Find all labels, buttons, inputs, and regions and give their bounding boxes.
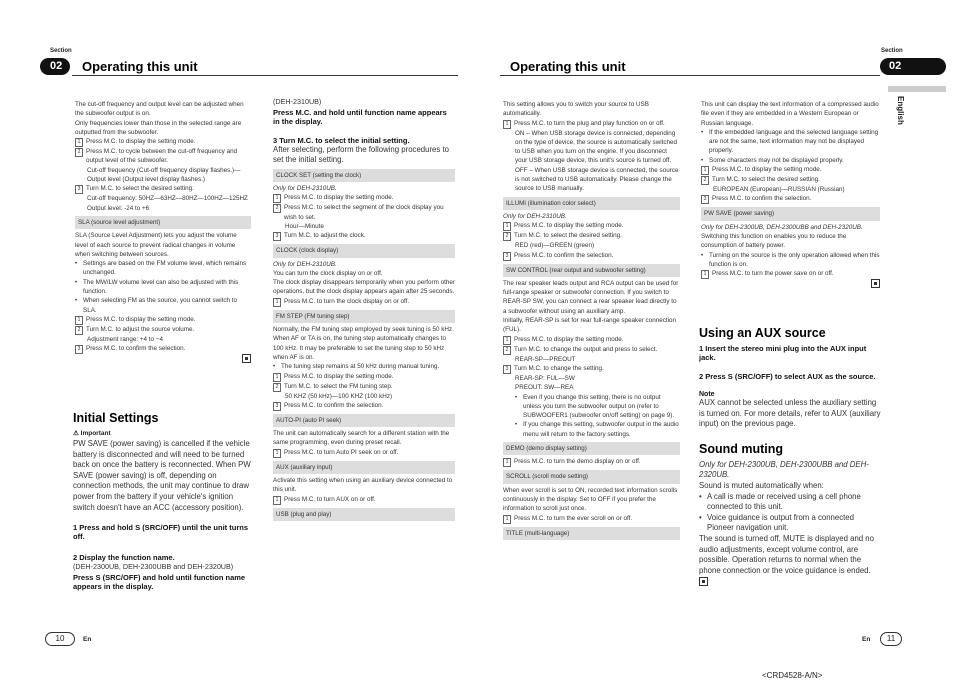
bullet-text: Turning on the source is the only operation allowed when this function is on.: [709, 251, 880, 268]
language-tab: English: [896, 96, 905, 125]
body-text: You can turn the clock display on or off.: [273, 269, 383, 277]
step-detail: EUROPEAN (European)—RUSSIAN (Russian): [713, 186, 845, 194]
step-detail: Hour—Minute: [285, 222, 324, 230]
step-text: Turn M.C. to select the FM tuning step.: [284, 382, 393, 390]
step-detail: 50 KHZ (50 kHz)—100 KHZ (100 kHz): [285, 392, 393, 400]
page-title-left: Operating this unit: [82, 59, 198, 74]
body-text: This setting allows you to switch your source to USB automatically.: [503, 101, 649, 118]
step-heading: 1 Press and hold S (SRC/OFF) until the unit turns off.: [73, 523, 249, 542]
lang-abbr-left: En: [83, 636, 92, 643]
step-detail: Output level: -24 to +6: [87, 204, 150, 212]
body-text: Sound is muted automatically when:: [699, 480, 824, 490]
step-text: Press M.C. to display the setting mode.: [284, 194, 394, 202]
step-detail: Cut-off frequency (Cut-off frequency display flashes.)—Output level (Output level display flashes.): [87, 166, 241, 184]
step-text: Turn M.C. to change the setting.: [514, 364, 604, 372]
bullet-text: When selecting FM as the source, you cannot switch to SLA.: [83, 297, 237, 314]
header-rule-right: [500, 75, 880, 76]
end-mark-icon: [871, 279, 880, 288]
sla-text: SLA (Source Level Adjustment) lets you adjust the volume level of each source to prevent radical changes in volume when switching between sources.: [75, 232, 237, 258]
header-rule-left: [72, 75, 458, 76]
step-text: Press M.C. to turn the plug and play function on or off.: [514, 119, 665, 127]
usb-bar: USB (plug and play): [273, 508, 455, 521]
step-text: Press M.C. to turn the demo display on or off.: [514, 458, 641, 466]
step-text: Press M.C. to turn the clock display on or off.: [284, 297, 410, 305]
initial-settings-section: [73, 405, 251, 591]
step-text: Press M.C. to confirm the selection.: [712, 195, 812, 203]
section-heading: Using an AUX source: [699, 326, 826, 340]
section-heading: Sound muting: [699, 441, 784, 456]
section-label-right: Section: [881, 48, 903, 54]
body-text: When ever scroll is set to ON, recorded text information scrolls continuously in the display. Set to OFF if you prefer the information to scroll just once.: [503, 486, 678, 513]
body-text: Switching this function on enables you to reduce the consumption of battery power.: [701, 232, 847, 250]
body-text: Initially, REAR-SP is set for rear full-range speaker connection (FUL).: [503, 317, 677, 334]
bullet-text: If you change this setting, subwoofer output in the audio menu will return to the factory settings.: [523, 421, 679, 438]
autopi-bar: AUTO-PI (auto PI seek): [273, 414, 455, 427]
step-text: Press M.C. to confirm the selection.: [514, 251, 614, 259]
step-heading: 1 Insert the stereo mini plug into the AUX input jack.: [699, 344, 867, 362]
important-label: Important: [80, 430, 111, 437]
model-note: Only for DEH-2310UB.: [273, 260, 337, 268]
step-heading: 2 Display the function name.: [73, 553, 175, 563]
page-number-left: 10: [45, 632, 75, 646]
step-text: Press M.C. to display the setting mode.: [284, 372, 394, 380]
step-text: Turn M.C. to change the output and press to select.: [514, 345, 658, 353]
note-text: AUX cannot be selected unless the auxiliary setting is turned on. For more details, refer to AUX (auxiliary input) on the previous page.: [699, 398, 881, 429]
bullet-text: If the embedded language and the selected language setting are not the same, text information may not be displayed properly.: [709, 128, 879, 155]
important-icon: ⚠: [73, 430, 81, 437]
note-label: Note: [699, 391, 715, 398]
step-heading: 3 Turn M.C. to select the initial setting.: [273, 135, 410, 145]
bullet-text: Even if you change this setting, there is no output unless you turn the subwoofer output on (refer to SUBWOOFER1 (subwoofer on/off setting) on page 9).: [523, 393, 675, 420]
section-number-right: 02: [889, 60, 902, 72]
step-text: Press M.C. to turn AUX on or off.: [284, 495, 376, 503]
body-text: The clock display disappears temporarily when you perform other operations, but the clock display appears again after 25 seconds.: [273, 279, 455, 296]
step-detail: Press S (SRC/OFF) and hold until function name appears in the display.: [73, 572, 246, 591]
step-text: Turn M.C. to adjust the clock.: [284, 232, 366, 240]
lang-abbr-right: En: [862, 636, 871, 643]
step-detail: Cut-off frequency: 50HZ—63HZ—80HZ—100HZ—125HZ: [87, 195, 248, 203]
body-text: The sound is turned off, MUTE is displayed and no audio adjustments, except volume control, are possible. Operation returns to normal when the phone connection or the voice guidance is ended.: [699, 533, 874, 575]
body-text: The rear speaker leads output and RCA output can be used for full-range speaker or subwoofer connection. If you switch to REAR-SP SW, you can connect a rear speaker lead directly to a subwoofer without using an auxiliary amp.: [503, 279, 679, 315]
step-detail: RED (red)—GREEN (green): [515, 242, 595, 250]
step-text: Press M.C. to display the setting mode.: [712, 166, 822, 174]
step-text: Press M.C. to display the setting mode.: [514, 335, 624, 343]
step-text: Press M.C. to display the setting mode.: [86, 138, 196, 146]
model-note: Only for DEH-2300UB, DEH-2300UBB and DEH-2320UB.: [701, 223, 863, 231]
step-detail: Press M.C. and hold until function name appears in the display.: [273, 107, 447, 126]
body-text: This unit can display the text information of a compressed audio file even if they are embedded in a Western European or Russian language.: [701, 101, 879, 127]
step-text: Press M.C. to turn the ever scroll on or off.: [514, 514, 633, 522]
bullet-text: Settings are based on the FM volume level, which remains unchanged.: [83, 260, 247, 277]
bullet-text: The tuning step remains at 50 kHz during manual tuning.: [281, 363, 440, 371]
title-bar: TITLE (multi-language): [503, 527, 680, 540]
step-text: Press M.C. to display the setting mode.: [514, 222, 624, 230]
step-text: Press M.C. to confirm the selection.: [86, 345, 186, 353]
section-heading: Initial Settings: [73, 411, 159, 425]
end-mark-icon: [699, 577, 708, 586]
bullet-text: A call is made or received using a cell phone connected to this unit.: [707, 491, 861, 512]
step-detail: OFF – When USB storage device is connected, the source is not switched to USB automatically. Please change the source to USB manually.: [515, 166, 679, 193]
step-detail: ON – When USB storage device is connected, depending on the type of device, the source is automatically switched to USB when you turn on the engine. If you disconnect your USB storage device, this unit's source is turned off.: [515, 129, 678, 165]
model-note: (DEH-2300UB, DEH-2300UBB and DEH-2320UB): [73, 562, 234, 572]
step-text: Turn M.C. to select the desired setting.: [712, 176, 820, 184]
step-text: Press M.C. to turn Auto PI seek on or off.: [284, 448, 399, 456]
column-4: This unit can display the text information of a compressed audio file even if they are embedded in a Western European or Russian language. • If the embedded language and the selected language setting are not the same, text information may not be displayed properly. • Some characters may not be displayed properly. 1 Press M.C. to display the setting mode. 2 Turn M.C. to select the desired setting. EUROPEAN (European)—RUSSIAN (Russian) 3 Press M.C. to confirm the selection. PW SAVE (power saving) Only for DEH-2300UB, DEH-2300UBB and DEH-2320UB. Switching this function on enables you to reduce the consumption of battery power. • Turning on the source is the only operation allowed when this function is on. 1 Press M.C. to turn the power save on or off.: [701, 100, 880, 289]
step-detail: Adjustment range: +4 to −4: [87, 335, 163, 343]
pw-save-bar: PW SAVE (power saving): [701, 207, 880, 220]
bullet-text: Voice guidance is output from a connected Pioneer navigation unit.: [707, 512, 854, 533]
model-note: Only for DEH-2310UB.: [503, 212, 567, 220]
intro-text-2: Only frequencies lower than those in the selected range are outputted from the subwoofer.: [75, 119, 242, 136]
column-1: The cut-off frequency and output level can be adjusted when the subwoofer output is on. Only frequencies lower than those in the selected range are outputted from the subwoofer. 1 Press M.C. to display the setting mode. 2 Press M.C. to cycle between the cut-off frequency and output level of the subwoofer. Cut-off frequency (Cut-off frequency display flashes.)—Output level (Output level display flashes.) 3 Turn M.C. to select the desired setting. Cut-off frequency: 50HZ—63HZ—80HZ—100HZ—125HZ Output level: -24 to +6 SLA (source level adjustment) SLA (Source Level Adjustment) lets you adjust the volume level of each source to prevent radical changes in volume when switching between sources. • Settings are based on the FM volume level, which remains unchanged. • The MW/LW volume level can also be adjusted with this function. • When selecting FM as the source, you cannot switch to SLA. 1 Press M.C. to display the setting mode. 2 Turn M.C. to adjust the source volume. Adjustment range: +4 to −4 3 Press M.C. to confirm the selection.: [75, 100, 251, 364]
section-number-left: 02: [50, 60, 63, 72]
step-text: Press M.C. to cycle between the cut-off frequency and output level of the subwoofer.: [86, 148, 238, 165]
column-2: (DEH-2310UB) Press M.C. and hold until function name appears in the display. 3 Turn M.C. to select the initial setting. After selecting, perform the following procedures to set the initial setting. CLOCK SET (setting the clock) Only for DEH-2310UB. 1 Press M.C. to display the setting mode. 2 Press M.C. to select the segment of the clock display you wish to set. Hour—Minute 3 Turn M.C. to adjust the clock. CLOCK (clock display) Only for DEH-2310UB. You can turn the clock display on or off. The clock display disappears temporarily when you perform other operations, but the clock display appears again after 25 seconds. 1 Press M.C. to turn the clock display on or off. FM STEP (FM tuning step) Normally, the FM tuning step employed by seek tuning is 50 kHz. When AF or TA is on, the tuning step automatically changes to 100 kHz. It may be preferable to set the tuning step to 50 kHz when AF is on. • The tuning step remains at 50 kHz during manual tuning. 1 Press M.C. to display the setting mode. 2 Turn M.C. to select the FM tuning step. 50 KHZ (50 kHz)—100 KHZ (100 kHz) 3 Press M.C. to confirm the selection. AUTO-PI (auto PI seek) The unit can automatically search for a different station with the same programming, even during preset recall. 1 Press M.C. to turn Auto PI seek on or off. AUX (auxiliary input) Activate this setting when using an auxiliary device connected to this unit. 1 Press M.C. to turn AUX on or off. USB (plug and play): [273, 97, 455, 523]
clock-bar: CLOCK (clock display): [273, 244, 455, 257]
page-title-right: Operating this unit: [510, 59, 626, 74]
step-detail: After selecting, perform the following procedures to set the initial setting.: [273, 144, 449, 165]
step-text: Turn M.C. to select the desired setting.: [514, 232, 622, 240]
step-detail: REAR-SP—PREOUT: [515, 355, 576, 363]
body-text: Activate this setting when using an auxiliary device connected to this unit.: [273, 477, 453, 494]
step-text: Press M.C. to select the segment of the clock display you wish to set.: [284, 204, 444, 221]
bullet-text: Some characters may not be displayed properly.: [709, 156, 844, 164]
model-note: Only for DEH-2300UB, DEH-2300UBB and DEH-2320UB.: [699, 459, 869, 480]
step-text: Turn M.C. to select the desired setting.: [86, 185, 194, 193]
column-3: This setting allows you to switch your source to USB automatically. 1 Press M.C. to turn the plug and play function on or off. ON – When USB storage device is connected, depending on the type of device, the source is automatically switched to USB when you turn on the engine. If you disconnect your USB storage device, this unit's source is turned off. OFF – When USB storage device is connected, the source is not switched to USB automatically. Please change the source to USB manually. ILLUMI (illumination color select) Only for DEH-2310UB. 1 Press M.C. to display the setting mode. 2 Turn M.C. to select the desired setting. RED (red)—GREEN (green) 3 Press M.C. to confirm the selection. SW CONTROL (rear output and subwoofer setting) The rear speaker leads output and RCA output can be used for full-range speaker or subwoofer connection. If you switch to REAR-SP SW, you can connect a rear speaker lead directly to a subwoofer without using an auxiliary amp. Initially, REAR-SP is set for rear full-range speaker connection (FUL). 1 Press M.C. to display the setting mode. 2 Turn M.C. to change the output and press to select. REAR-SP—PREOUT 3 Turn M.C. to change the setting. REAR-SP: FUL—SW PREOUT: SW—REA • Even if you change this setting, there is no output unless you turn the subwoofer output on (refer to SUBWOOFER1 (subwoofer on/off setting) on page 9). • If you change this setting, subwoofer output in the audio menu will return to the factory settings. DEMO (demo display setting) 1 Press M.C. to turn the demo display on or off. SCROLL (scroll mode setting) When ever scroll is set to ON, recorded text information scrolls continuously in the display. Set to OFF if you prefer the information to scroll just once. 1 Press M.C. to turn the ever scroll on or off. TITLE (multi-language): [503, 100, 680, 542]
model-note: (DEH-2310UB): [273, 97, 322, 106]
aux-section: Using an AUX source 1 Insert the stereo mini plug into the AUX input jack. 2 Press S (SRC/OFF) to select AUX as the source. Note AUX cannot be selected unless the auxiliary setting is turned on. For more details, refer to AUX (auxiliary input) on the previous page. Sound muting Only for DEH-2300UB, DEH-2300UBB and DEH-2320UB. Sound is muted automatically when: • A call is made or received using a cell phone connected to this unit. • Voice guidance is output from a connected Pioneer navigation unit. The sound is turned off, MUTE is displayed and no audio adjustments, except volume control, are possible. Operation returns to normal when the phone connection or the voice guidance is ended.: [699, 320, 881, 587]
body-text: Normally, the FM tuning step employed by seek tuning is 50 kHz. When AF or TA is on, the tuning step automatically changes to 100 kHz. It may be preferable to set the tuning step to 50 kHz when AF is on.: [273, 326, 454, 361]
section-label-left: Section: [50, 48, 72, 54]
model-note: Only for DEH-2310UB.: [273, 185, 337, 193]
step-text: Turn M.C. to adjust the source volume.: [86, 325, 195, 333]
scroll-bar: SCROLL (scroll mode setting): [503, 470, 680, 483]
step-heading: 2 Press S (SRC/OFF) to select AUX as the source.: [699, 372, 876, 381]
step-detail: REAR-SP: FUL—SW: [515, 374, 575, 382]
body-text: The unit can automatically search for a different station with the same programming, even during preset recall.: [273, 430, 450, 447]
fmstep-bar: FM STEP (FM tuning step): [273, 310, 455, 323]
page-number-right: 11: [880, 632, 902, 646]
step-detail: PREOUT: SW—REA: [515, 384, 574, 392]
init-text: PW SAVE (power saving) is cancelled if the vehicle battery is disconnected and will need to be turned back on once the battery is reconnected. When PW SAVE (power saving) is off, depending on connection methods, the unit may continue to draw power from the battery if your vehicle's ignition switch doesn't have an ACC (accessory position).: [73, 439, 251, 512]
bullet-text: The MW/LW volume level can also be adjusted with this function.: [83, 278, 239, 296]
language-tab-bar: [888, 86, 946, 92]
sw-control-bar: SW CONTROL (rear output and subwoofer setting): [503, 264, 680, 277]
illumi-bar: ILLUMI (illumination color select): [503, 197, 680, 210]
aux-bar: AUX (auxiliary input): [273, 461, 455, 474]
end-mark-icon: [242, 354, 251, 363]
demo-bar: DEMO (demo display setting): [503, 442, 680, 455]
step-text: Press M.C. to confirm the selection.: [284, 401, 384, 409]
step-text: Press M.C. to display the setting mode.: [86, 315, 196, 323]
step-text: Press M.C. to turn the power save on or off.: [712, 270, 834, 278]
intro-text: The cut-off frequency and output level can be adjusted when the subwoofer output is on.: [75, 101, 244, 118]
document-code: <CRD4528-A/N>: [762, 671, 823, 680]
sla-bar: SLA (source level adjustment): [75, 216, 251, 229]
clockset-bar: CLOCK SET (setting the clock): [273, 169, 455, 182]
